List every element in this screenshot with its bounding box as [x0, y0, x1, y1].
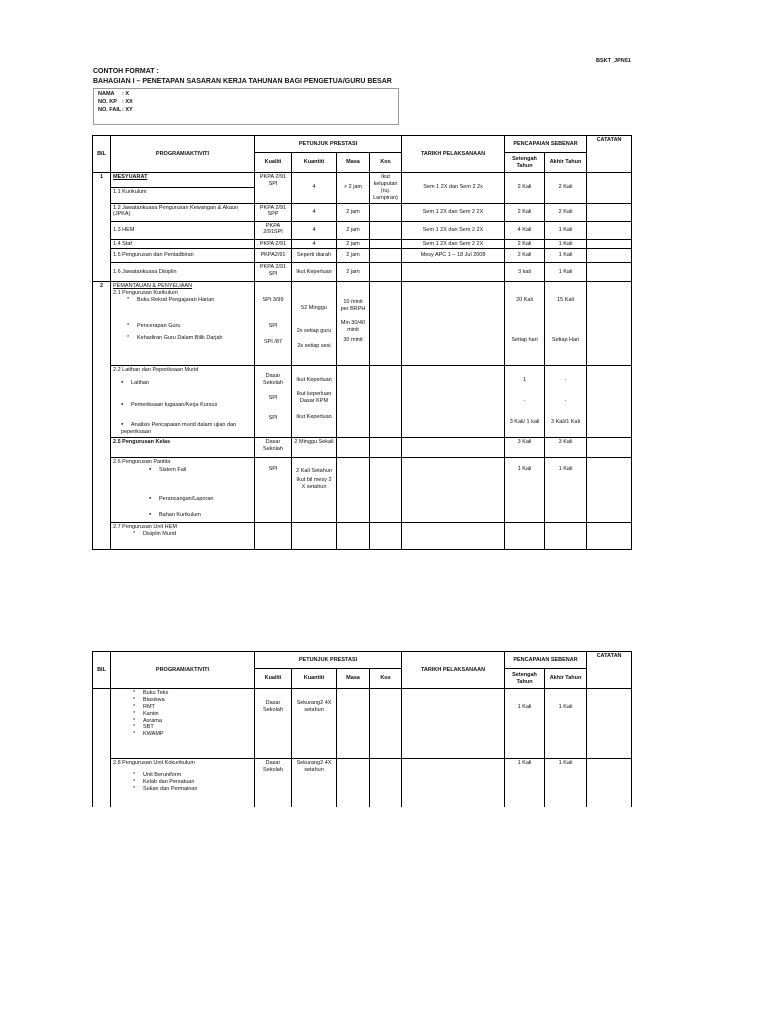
row-1-4-kuantiti: 4 [292, 239, 337, 249]
p2-header-masa: Masa [337, 669, 370, 689]
hem-subitem-kantin: * Kantin [133, 711, 252, 718]
row-1-6-program: 1.6 Jawatankuasa Disiplin [111, 263, 255, 282]
header-kos: Kos [370, 153, 402, 173]
p2-hem-akhir: 1 Kali [558, 704, 573, 710]
row-1-3-setengah: 4 Kali [505, 221, 545, 239]
p2-header-program: PROGRAM/AKTIVITI [111, 652, 255, 689]
s22-i1-akhir: - [564, 377, 567, 384]
s21-i1-masa: 10 minit per BRPH [340, 299, 366, 313]
row-1-6-kos [370, 263, 402, 282]
nofail-label: NO. FAIL [98, 107, 122, 113]
section-2-7-title: 2.7 Pengurusan Unit HEM [113, 524, 177, 531]
nofail-value: : XY [122, 107, 133, 113]
row-1-4-tarikh: Sem 1 2X dan Sem 2 2X [402, 239, 505, 249]
kurikulum-item-kehadiran: * Kehadiran Guru Dalam Bilik Darjah [127, 335, 227, 342]
section-2-2-cell [111, 366, 255, 438]
header-masa: Masa [337, 153, 370, 173]
p2-header-setengah: Setengah Tahun [505, 669, 545, 689]
panitia-item-bahan: ● Bahan Kurikulum [149, 511, 252, 519]
row-1-4-akhir: 1 Kali [545, 239, 587, 249]
s21-i2-masa: Min 30/40 minit [340, 320, 366, 333]
row-1-1-akhir: 2 Kali [545, 173, 587, 204]
s21-i1-setengah: 20 Kali [516, 297, 533, 304]
section-2-2-kos-cell [370, 366, 402, 438]
row-1-3-akhir: 1 Kali [545, 221, 587, 239]
p2-hem-kuantiti: Sekurang2 4X setahun [296, 700, 332, 713]
row-1-1-kuantiti: 4 [292, 173, 337, 204]
section-2-1-masa-cell [337, 282, 370, 366]
form-title: CONTOH FORMAT : [93, 68, 159, 75]
s25-masa [337, 438, 370, 458]
row-1-4-masa: 2 jam [337, 239, 370, 249]
p2-koku-kos [370, 759, 402, 807]
s21-i3-masa: 30 minit [343, 336, 363, 343]
row-1-3-kualiti: PKPA 2/91SPI [255, 221, 292, 239]
section-2-2-tarikh-cell [402, 366, 505, 438]
s21-i2-kuantiti: 2x setiap guru [296, 328, 332, 335]
hem-item-disiplin: * Disiplin Murid [133, 531, 252, 538]
s25-kuantiti: 2 Minggu Sekali [292, 438, 337, 458]
header-bil: BIL [93, 136, 111, 173]
row-1-6-kuantiti: Ikut Keperluan [292, 263, 337, 282]
row-1-3-kuantiti: 4 [292, 221, 337, 239]
s26-kualiti-cell [255, 458, 292, 523]
section-2-2-akhir-cell [545, 366, 587, 438]
s27-masa [337, 523, 370, 550]
p2-header-pencapaian: PENCAPAIAN SEBENAR [505, 652, 587, 669]
p2-hem-kuantiti-cell [292, 689, 337, 759]
s25-akhir: 3 Kali [545, 438, 587, 458]
s25-setengah: 3 Kali [505, 438, 545, 458]
header-akhir: Akhir Tahun [545, 153, 587, 173]
section-2-2-setengah-cell [505, 366, 545, 438]
p2-header-kos: Kos [370, 669, 402, 689]
p2-hem-kualiti: Dasar Sekolah [263, 700, 283, 713]
row-1-1-masa: > 2 jam [337, 173, 370, 204]
latihan-list [113, 379, 252, 436]
p2-header-tarikh: TARIKH PELAKSANAAN [402, 652, 505, 689]
panitia-list [113, 466, 252, 519]
s21-i3-kualiti: SPI /87 [263, 339, 283, 346]
s25-kualiti: Dasar Sekolah [255, 438, 292, 458]
p2-header-akhir: Akhir Tahun [545, 669, 587, 689]
p2-hem-setengah: 1 Kali [517, 704, 532, 710]
s26-setengah: 1 Kali [517, 466, 532, 473]
section-2-1-akhir-cell [545, 282, 587, 366]
row-1-2-masa: 2 jam [337, 203, 370, 221]
p2-header-bil: BIL [93, 652, 111, 689]
section-1-title: MESYUARAT [111, 173, 255, 188]
row-1-4-kualiti: PKPA 2/91 [255, 239, 292, 249]
p2-hem-kualiti-cell [255, 689, 292, 759]
row-1-5-tarikh: Mesy APC 1 – 18 Jul 2008 [402, 249, 505, 263]
s27-akhir [545, 523, 587, 550]
row-1-5-program: 1.5 Pengurusan dan Pentadbiran [111, 249, 255, 263]
s21-i1-kualiti: SPI 3/99 [262, 297, 284, 304]
s25-tarikh [402, 438, 505, 458]
s22-i2-akhir: - [564, 398, 567, 405]
s26-kuantiti-cell [292, 458, 337, 523]
section-2-1-catatan-cell [587, 282, 632, 366]
p2-koku-tarikh [402, 759, 505, 807]
s25-kos [370, 438, 402, 458]
row-1-1-kualiti: PKPA 2/91 SPI [255, 173, 292, 204]
section-2-2-kuantiti-cell [292, 366, 337, 438]
hem-subitem-buku-teks: * Buku Teks [133, 690, 252, 697]
section-2-1-kualiti-cell [255, 282, 292, 366]
koku-item-kelab: * Kelab dan Persatuan [133, 779, 252, 786]
header-setengah: Setengah Tahun [505, 153, 545, 173]
section-2-1-title: 2.1 Pengurusan Kurikulum [113, 290, 178, 297]
s27-kos [370, 523, 402, 550]
section-2-1-setengah-cell [505, 282, 545, 366]
row-1-1-setengah: 2 Kali [505, 173, 545, 204]
nokp-value: : XX [122, 99, 133, 105]
row-1-2-catatan [587, 203, 632, 221]
nama-row [98, 91, 129, 97]
latihan-item-latihan: ● Latihan [121, 379, 252, 387]
s27-kuantiti [292, 523, 337, 550]
p2-header-catatan: CATATAN [587, 652, 632, 689]
p2-bil-cell [93, 689, 111, 807]
row-1-1-program: 1.1 Kurikulum [111, 188, 255, 203]
row-1-6-masa: 2 jam [337, 263, 370, 282]
p2-hem-kos [370, 689, 402, 759]
s21-i1-akhir: 15 Kali [557, 297, 574, 304]
p2-koku-akhir: 1 Kali [545, 759, 587, 807]
section-2-7-cell [111, 523, 255, 550]
s26-akhir-cell [545, 458, 587, 523]
row-1-2-kuantiti: 4 [292, 203, 337, 221]
row-1-4-program: 1.4 Staf [111, 239, 255, 249]
kurikulum-list-2 [113, 323, 252, 330]
s22-i2-kualiti: SPI [268, 395, 278, 402]
s26-setengah-cell [505, 458, 545, 523]
row-1-6-akhir: 1 Kali [545, 263, 587, 282]
header-kuantiti: Kuantiti [292, 153, 337, 173]
kurikulum-list-3 [113, 335, 252, 342]
s21-i3-akhir: Setiap Hari [551, 337, 580, 344]
s22-i1-kuantiti: Ikut Keperluan [296, 377, 332, 384]
hem-subitem-sbt: * SBT [133, 724, 252, 731]
s22-i3-kualiti: SPI [268, 415, 278, 421]
s27-catatan [587, 523, 632, 550]
s21-i3-setengah: Setiap hari [511, 337, 538, 344]
hem-subitem-kwamp: * KWAMP [133, 731, 252, 738]
s26-kuantiti-1: 2 Kali Setahun [296, 468, 332, 475]
form-subtitle: BAHAGIAN I – PENETAPAN SASARAN KERJA TAHUNAN BAGI PENGETUA/GURU BESAR [93, 78, 392, 85]
section-2-6-title: 2.6 Pengurusan Panitia [113, 459, 171, 466]
row-1-2-kualiti: PKPA 2/91 SPP [255, 203, 292, 221]
row-1-3-kos [370, 221, 402, 239]
row-1-3-masa: 2 jam [337, 221, 370, 239]
section-2-bil: 2 [93, 282, 111, 550]
s22-i3-kuantiti: Ikut Keperluan [296, 414, 332, 420]
nama-label: NAMA [98, 91, 115, 97]
nama-value: : X [122, 91, 130, 97]
sasaran-table-page-2 [92, 651, 632, 807]
row-1-2-setengah: 2 Kali [505, 203, 545, 221]
s22-i3-akhir: 3 Kali/1 Kali [551, 419, 581, 426]
koku-list [113, 772, 252, 793]
row-1-6-catatan [587, 263, 632, 282]
row-1-1-tarikh: Sem 1 2X dan Sem 2 2x [402, 173, 505, 204]
row-1-2-program: 1.2 Jawatankuasa Pengurusan Kewangan & Akaun (JPKA) [111, 203, 255, 221]
s22-i1-kualiti: Dasar Sekolah [263, 373, 283, 387]
section-2-2-title: 2.2 Latihan dan Peperiksaan Murid [113, 367, 199, 374]
document-code: BSKT_JPN51 [596, 58, 631, 64]
p2-koku-kualiti: Dasar Sekolah [255, 759, 292, 807]
row-1-3-program: 1.3 HEM [111, 221, 255, 239]
nokp-row [98, 99, 133, 105]
p2-koku-masa [337, 759, 370, 807]
kurikulum-item-brph: * Buku Rekod Pengajaran Harian [127, 297, 252, 304]
hem-subitem-rmt: * RMT [133, 704, 252, 711]
row-1-5-kuantiti: Seperti diarah [292, 249, 337, 263]
row-1-3-catatan [587, 221, 632, 239]
section-1-bil: 1 [93, 173, 111, 282]
s22-i2-setengah: - [523, 398, 526, 405]
section-2-2-catatan-cell [587, 366, 632, 438]
p2-hem-catatan [587, 689, 632, 759]
s26-akhir: 1 Kali [558, 466, 573, 473]
p2-header-kuantiti: Kuantiti [292, 669, 337, 689]
s27-setengah [505, 523, 545, 550]
row-1-4-catatan [587, 239, 632, 249]
row-1-2-akhir: 2 Kali [545, 203, 587, 221]
section-2-1-kuantiti-cell [292, 282, 337, 366]
sasaran-table-page-1 [92, 135, 632, 550]
section-2-1-cell [111, 282, 255, 366]
header-tarikh: TARIKH PELAKSANAAN [402, 136, 505, 173]
p2-header-kualiti: Kualiti [255, 669, 292, 689]
s22-i1-setengah: 1 [523, 377, 527, 384]
section-2-1-tarikh-cell [402, 282, 505, 366]
row-1-5-kos [370, 249, 402, 263]
row-1-3-tarikh: Sem 1 2X dan Sem 2 2X [402, 221, 505, 239]
row-1-6-setengah: 3 kali [505, 263, 545, 282]
header-catatan: CATATAN [587, 136, 632, 173]
nofail-row [98, 107, 133, 113]
row-1-6-kualiti: PKPA 2/91 SPI [255, 263, 292, 282]
identity-box [93, 88, 399, 125]
latihan-item-analisis: ● Analisis Pencapaian murid dalam ujian dan peperiksaan [121, 421, 252, 436]
panitia-item-perancangan: ● Perancangan/Laporan [149, 495, 252, 503]
s21-i1-kuantiti: 52 Minggu [301, 305, 327, 312]
row-1-5-akhir: 1 Kali [545, 249, 587, 263]
s21-i2-kualiti: SPI [268, 323, 278, 330]
p2-koku-catatan [587, 759, 632, 807]
section-2-6-cell [111, 458, 255, 523]
s26-kos [370, 458, 402, 523]
header-kualiti: Kualiti [255, 153, 292, 173]
hem-subitem-biasiswa: * Biasiswa [133, 697, 252, 704]
panitia-item-sistem-fail: ● Sistem Fail [149, 466, 252, 474]
kurikulum-list [113, 297, 252, 304]
row-1-1-catatan [587, 173, 632, 204]
s26-kualiti: SPI [268, 466, 278, 473]
s27-kualiti [255, 523, 292, 550]
row-1-4-setengah: 2 Kali [505, 239, 545, 249]
s26-tarikh [402, 458, 505, 523]
p2-koku-cell [111, 759, 255, 807]
p2-hem-akhir-cell [545, 689, 587, 759]
row-1-4-kos [370, 239, 402, 249]
row-1-2-tarikh: Sem 1 2X dan Sem 2 2X [402, 203, 505, 221]
hem-subitem-asrama: * Asrama [133, 718, 252, 725]
section-2-title: PEMANTAUAN & PENYELIAAN [113, 283, 193, 290]
row-1-5-masa: 2 jam [337, 249, 370, 263]
section-2-1-kos-cell [370, 282, 402, 366]
row-1-6-tarikh [402, 263, 505, 282]
p2-hem-setengah-cell [505, 689, 545, 759]
koku-item-sukan: * Sukan dan Permainan [133, 786, 252, 793]
p2-hem-masa [337, 689, 370, 759]
header-program: PROGRAM/AKTIVITI [111, 136, 255, 173]
header-pencapaian: PENCAPAIAN SEBENAR [505, 136, 587, 153]
s22-i3-setengah: 3 Kali/ 1 kali [509, 419, 540, 426]
hem-subitems-list [113, 690, 252, 738]
nokp-label: NO. KP [98, 99, 117, 105]
s25-catatan [587, 438, 632, 458]
s26-catatan [587, 458, 632, 523]
s21-i3-kuantiti: 2x setiap sesi [297, 343, 331, 350]
row-1-2-kos [370, 203, 402, 221]
p2-koku-setengah: 1 Kali [505, 759, 545, 807]
p2-header-petunjuk: PETUNJUK PRESTASI [255, 652, 402, 669]
latihan-item-tugasan: ● Pemeriksaan tugasan/Kerja Kursus [121, 401, 252, 409]
row-1-5-setengah: 2 Kali [505, 249, 545, 263]
section-2-2-masa-cell [337, 366, 370, 438]
row-1-1-kos: Ikut keluputan (ruj. Lampiran) [370, 173, 402, 204]
section-2-2-kualiti-cell [255, 366, 292, 438]
section-2-8-title: 2.8 Pengurusan Unit Kokurikulum [113, 760, 195, 766]
hem-list [113, 531, 252, 538]
koku-item-beruniform: * Unit Beruniform [133, 772, 252, 779]
section-2-5-title: 2.5 Pengurusan Kelas [111, 438, 255, 458]
s26-kuantiti-2: Ikut bil mesy 2 X setahun [296, 477, 332, 491]
kurikulum-item-pencerapan: * Pencerapan Guru [127, 323, 252, 330]
s27-tarikh [402, 523, 505, 550]
p2-hem-tarikh [402, 689, 505, 759]
p2-koku-kuantiti: Sekurang2 4X setahun [292, 759, 337, 807]
header-petunjuk: PETUNJUK PRESTASI [255, 136, 402, 153]
p2-hem-items-cell [111, 689, 255, 759]
s26-masa [337, 458, 370, 523]
row-1-5-kualiti: PKPA2/91 [255, 249, 292, 263]
s22-i2-kuantiti: Ikut keperluan Dasar KPM [296, 391, 332, 405]
row-1-5-catatan [587, 249, 632, 263]
